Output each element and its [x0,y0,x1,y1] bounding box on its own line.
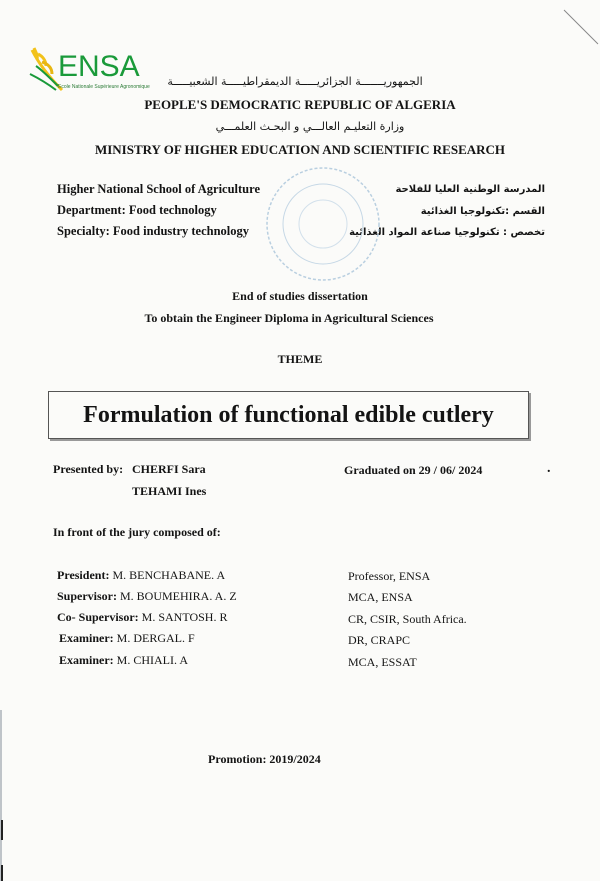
theme-label: THEME [277,352,323,366]
republic-english: PEOPLE'S DEMOCRATIC REPUBLIC OF ALGERIA [144,97,456,112]
logo-subtitle: Ecole Nationale Supérieure Agronomique [58,84,150,90]
graduation-date: Graduated on 29 / 06/ 2024 [344,463,483,477]
ensa-logo [28,44,150,98]
author-name: TEHAMI Ines [132,484,207,498]
jury-affiliation: DR, CRAPC [348,633,411,647]
school-stamp [262,163,384,285]
jury-role: Examiner: [59,653,114,667]
jury-affiliation: Professor, ENSA [348,569,431,583]
dissertation-title: Formulation of functional edible cutlery [83,401,494,428]
logo-text: ENSA [58,50,140,83]
left-edge-artifact [0,590,8,881]
jury-affiliation: MCA, ENSA [348,590,413,604]
promotion: Promotion: 2019/2024 [208,752,321,766]
specialty-english: Specialty: Food industry technology [57,224,250,238]
ministry-arabic: وزارة التعليـم العالـــي و البحـث العلمـــي [215,120,405,133]
author-name: CHERFI Sara [132,462,206,476]
ministry-english: MINISTRY OF HIGHER EDUCATION AND SCIENTIFIC RESEARCH [94,142,506,157]
jury-name: M. SANTOSH. R [141,610,228,624]
school-english: Higher National School of Agriculture [57,182,261,196]
republic-arabic: الجمهوريـــــــة الجزائريـــــة الديمقراطيـــــة الشعبيـــــة [167,75,423,88]
jury-name: M. BENCHABANE. A [112,568,226,582]
jury-affiliation: CR, CSIR, South Africa. [348,612,467,626]
dissertation-type: End of studies dissertation [232,289,368,303]
jury-role: Supervisor: [57,589,117,603]
stray-dot: . [547,461,551,476]
jury-member [57,589,237,604]
jury-role: President: [57,568,110,582]
jury-affiliation: MCA, ESSAT [348,655,417,669]
jury-member [57,610,227,625]
corner-scan-mark [560,0,600,50]
jury-member [59,653,188,668]
jury-name: M. BOUMEHIRA. A. Z [120,589,237,603]
department-arabic: القسم :تكنولوجيا الغذائية [420,206,545,217]
jury-name: M. CHIALI. A [116,653,188,667]
specialty-arabic: تخصص : تكنولوجيا صناعة المواد الغذائية [349,227,545,238]
school-arabic: المدرسة الوطنية العليا للفلاحة [395,184,545,195]
jury-name: M. DERGAL. F [116,631,195,645]
jury-member [59,631,195,646]
presented-by-label: Presented by: [53,462,124,476]
jury-member [57,568,225,583]
jury-role: Examiner: [59,631,114,645]
title-box [48,391,529,439]
dissertation-purpose: To obtain the Engineer Diploma in Agricultural Sciences [144,311,434,325]
jury-role: Co- Supervisor: [57,610,139,624]
jury-intro: In front of the jury composed of: [53,525,221,539]
department-english: Department: Food technology [57,203,217,217]
